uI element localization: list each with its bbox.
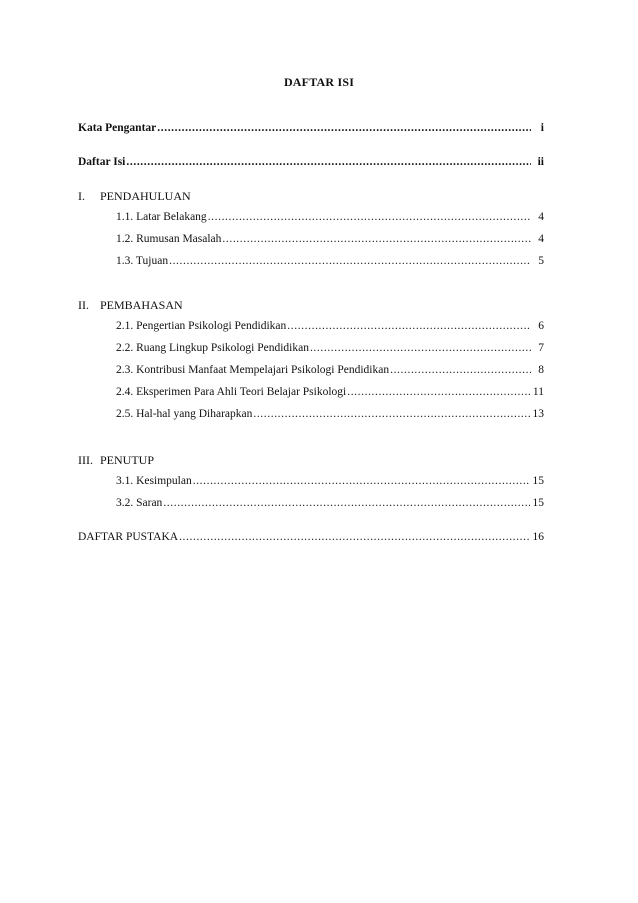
toc-entry-label: 3.2. Saran bbox=[116, 497, 163, 509]
dot-leader bbox=[169, 255, 531, 267]
toc-entry-label: 1.3. Tujuan bbox=[116, 255, 169, 267]
toc-entry-page: 15 bbox=[532, 497, 544, 509]
dot-leader bbox=[193, 475, 530, 487]
dot-leader bbox=[253, 408, 529, 420]
toc-entry bbox=[116, 211, 544, 223]
toc-entry bbox=[116, 408, 544, 420]
dot-leader bbox=[222, 233, 531, 245]
dot-leader bbox=[347, 386, 530, 398]
chapter-heading-3 bbox=[78, 453, 154, 468]
toc-entry-label: 2.5. Hal-hal yang Diharapkan bbox=[116, 408, 253, 420]
toc-entry-label: Kata Pengantar bbox=[78, 122, 157, 134]
toc-entry-label: 2.1. Pengertian Psikologi Pendidikan bbox=[116, 320, 287, 332]
dot-leader bbox=[310, 342, 531, 354]
toc-entry-page: 8 bbox=[538, 364, 544, 376]
chapter-title: PENUTUP bbox=[100, 453, 155, 467]
toc-entry bbox=[116, 386, 544, 398]
toc-entry-daftar-isi bbox=[78, 156, 544, 168]
toc-entry-page: 7 bbox=[538, 342, 544, 354]
toc-entry-label: 1.2. Rumusan Masalah bbox=[116, 233, 222, 245]
toc-entry bbox=[116, 475, 544, 487]
chapter-heading-2 bbox=[78, 298, 183, 313]
page-title: DAFTAR ISI bbox=[283, 75, 355, 89]
toc-entry-label: 1.1. Latar Belakang bbox=[116, 211, 207, 223]
toc-entry-page: 6 bbox=[538, 320, 544, 332]
toc-entry bbox=[116, 320, 544, 332]
toc-entry-page: 5 bbox=[538, 255, 544, 267]
toc-entry-label: DAFTAR PUSTAKA bbox=[78, 531, 179, 543]
toc-entry-page: i bbox=[540, 122, 544, 134]
toc-entry bbox=[116, 342, 544, 354]
toc-entry bbox=[116, 364, 544, 376]
dot-leader bbox=[126, 156, 531, 168]
dot-leader bbox=[287, 320, 531, 332]
toc-entry-label: 2.2. Ruang Lingkup Psikologi Pendidikan bbox=[116, 342, 309, 354]
chapter-title: PENDAHULUAN bbox=[100, 189, 191, 203]
toc-entry bbox=[116, 255, 544, 267]
toc-entry-kata-pengantar bbox=[78, 122, 544, 134]
toc-entry-page: 4 bbox=[538, 211, 544, 223]
toc-entry-page: 15 bbox=[532, 475, 544, 487]
chapter-heading-1 bbox=[78, 189, 191, 204]
toc-entry bbox=[116, 233, 544, 245]
chapter-title: PEMBAHASAN bbox=[100, 298, 183, 312]
toc-entry-daftar-pustaka bbox=[78, 531, 544, 543]
toc-entry-label: Daftar Isi bbox=[78, 156, 126, 168]
toc-entry-page: 16 bbox=[532, 531, 544, 543]
toc-entry-label: 3.1. Kesimpulan bbox=[116, 475, 192, 487]
dot-leader bbox=[179, 531, 529, 543]
chapter-numeral: I. bbox=[78, 189, 85, 203]
dot-leader bbox=[390, 364, 531, 376]
dot-leader bbox=[157, 122, 531, 134]
toc-entry-page: 11 bbox=[532, 386, 544, 398]
toc-entry-page: 4 bbox=[538, 233, 544, 245]
toc-entry-label: 2.3. Kontribusi Manfaat Mempelajari Psikologi Pendidikan bbox=[116, 364, 390, 376]
toc-entry-label: 2.4. Eksperimen Para Ahli Teori Belajar Psikologi bbox=[116, 386, 347, 398]
dot-leader bbox=[208, 211, 531, 223]
chapter-numeral: III. bbox=[78, 453, 93, 467]
toc-entry bbox=[116, 497, 544, 509]
toc-entry-page: ii bbox=[537, 156, 544, 168]
chapter-numeral: II. bbox=[78, 298, 89, 312]
dot-leader bbox=[163, 497, 529, 509]
toc-entry-page: 13 bbox=[532, 408, 544, 420]
